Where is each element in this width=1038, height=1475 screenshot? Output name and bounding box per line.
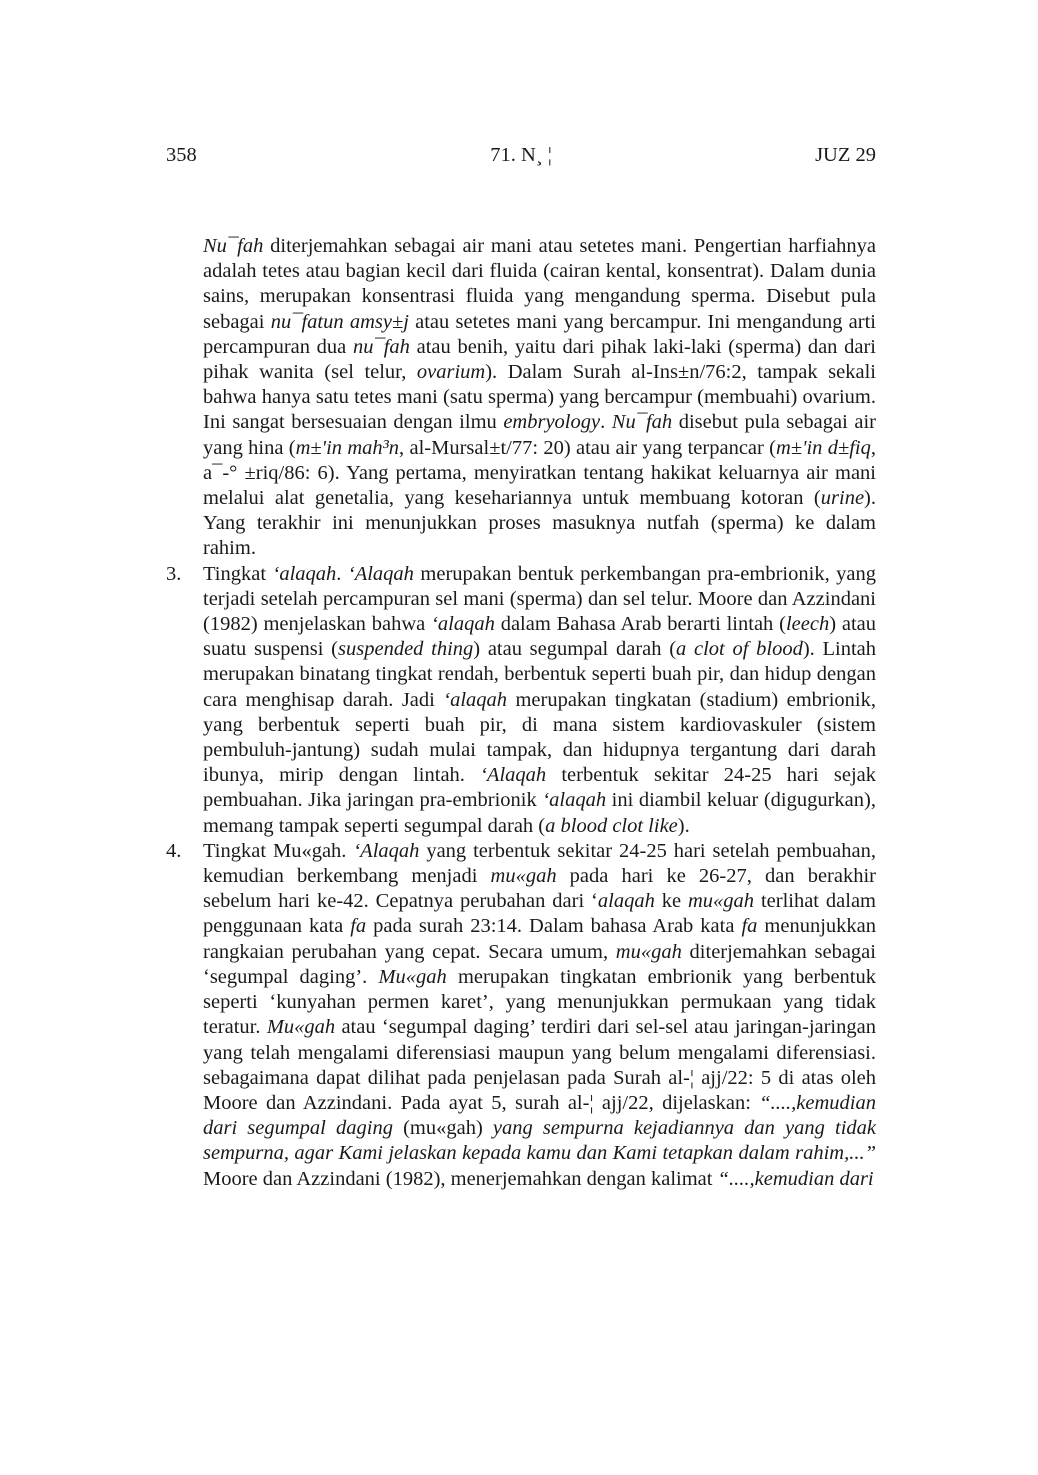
term: ‘Alaqah xyxy=(480,764,547,787)
quote: “....,kemudian dari segumpal daging xyxy=(203,1091,876,1140)
term: nu¯fah xyxy=(352,335,410,358)
running-header xyxy=(166,144,876,174)
quote: yang sempurna kejadiannya dan yang tidak sempurna, agar Kami jelaskan kepada kamu dan Kami tetapkan dalam rahim,...” xyxy=(203,1117,877,1165)
term: ovarium xyxy=(416,361,486,384)
text: , al-Mursal±t/77: 20) atau air yang terpancar ( xyxy=(399,436,777,459)
text: pada surah 23:14. Dalam bahasa Arab kata xyxy=(366,915,742,938)
term: Nu¯fah xyxy=(611,411,673,434)
term: Mu«gah xyxy=(378,965,447,988)
text: pada hari ke 26-27, dan berakhir sebelum hari ke-42. Cepatnya perubahan dari ‘ xyxy=(203,865,876,913)
text: yang terbentuk sekitar 24-25 hari setelah pembuahan, kemudian berkembang menjadi xyxy=(203,839,876,888)
term: urine xyxy=(820,487,865,510)
intro-paragraph xyxy=(166,234,876,562)
list-item-4 xyxy=(166,839,876,1192)
text: ). Lintah merupakan binatang tingkat rendah, berbentuk seperti buah pir, dan hidup dengan cara menghisap darah. Jadi xyxy=(203,638,877,711)
term: ‘alaqah xyxy=(443,688,508,711)
text: ). Dalam Surah al-Ins±n/76:2, tampak sekali bahwa hanya satu tetes mani (satu sperma) yang bercampur (membuahi) ovarium. Ini sangat bersesuaian dengan ilmu xyxy=(203,361,876,434)
text: dalam Bahasa Arab berarti lintah ( xyxy=(494,613,786,636)
text: ini diambil keluar (digugurkan), memang tampak seperti segumpal darah ( xyxy=(203,789,876,837)
term: embryology xyxy=(503,411,601,434)
text: Tingkat xyxy=(203,562,273,585)
text: ). xyxy=(677,814,690,837)
page-number: 358 xyxy=(166,144,197,166)
text: ). Yang terakhir ini menunjukkan proses masuknya nutfah (sperma) ke dalam rahim. xyxy=(203,487,876,560)
juz-label: JUZ 29 xyxy=(815,144,876,166)
term: mu«gah xyxy=(490,865,557,888)
text: ) atau suatu suspensi ( xyxy=(203,613,876,661)
list-item-body xyxy=(203,839,876,1192)
text: Moore dan Azzindani (1982), menerjemahkan dengan kalimat xyxy=(203,1167,718,1190)
surah-title: 71. N¸ ¦ xyxy=(490,144,552,166)
text: disebut pula sebagai air yang hina ( xyxy=(203,411,876,459)
term: nu¯fatun amsy±j xyxy=(270,310,409,333)
text: atau setetes mani yang bercampur. Ini mengandung arti percampuran dua xyxy=(203,310,876,358)
text: diterjemahkan sebagai air mani atau setetes mani. Pengertian harfiahnya adalah tetes atau bagian kecil dari fluida (cairan kental, konsentrat). Dalam dunia sains, merupakan konsentrasi fluida yang mengandung sperma. Disebut pula sebagai xyxy=(203,235,876,333)
term: ‘alaqah xyxy=(542,789,607,812)
term: Mu«gah xyxy=(266,1016,336,1039)
term: fa xyxy=(741,915,758,938)
text: diterjemahkan sebagai ‘segumpal daging’. xyxy=(203,940,876,988)
term: mu«gah xyxy=(687,890,755,913)
list-number: 4. xyxy=(166,839,182,862)
list-item-body xyxy=(203,562,876,839)
term: Nu¯fah xyxy=(203,235,264,257)
text: atau benih, yaitu dari pihak laki-laki (sperma) dan dari pihak wanita (sel telur, xyxy=(203,335,876,384)
text: ) atau segumpal darah ( xyxy=(473,638,677,661)
main-text xyxy=(166,234,876,1192)
text: . xyxy=(600,411,612,434)
term: suspended thing xyxy=(338,638,474,661)
text: menunjukkan rangkaian perubahan yang cepat. Secara umum, xyxy=(203,915,876,963)
term: fa xyxy=(350,915,367,938)
term: ‘Alaqah xyxy=(353,839,420,862)
text: Tingkat Mu«gah. xyxy=(203,839,354,862)
text: terlihat dalam penggunaan kata xyxy=(203,890,876,938)
text: merupakan bentuk perkembangan pra-embrionik, yang terjadi setelah percampuran sel mani (sperma) dan sel telur. Moore dan Azzindani (1982) menjelaskan bahwa xyxy=(203,562,877,636)
term: m±'in mah³n xyxy=(295,436,400,459)
term: leech xyxy=(785,613,830,636)
list-item-3 xyxy=(166,562,876,839)
quote: “....,kemudian dari xyxy=(717,1167,874,1190)
text: (mu«gah) xyxy=(392,1117,493,1140)
term: alaqah xyxy=(597,890,655,913)
term: m±'in d±fiq xyxy=(776,436,871,459)
list-number: 3. xyxy=(166,562,182,585)
text: terbentuk sekitar 24-25 hari sejak pembuahan. Jika jaringan pra-embrionik xyxy=(203,764,876,812)
term: a clot of blood xyxy=(676,638,803,661)
text: . xyxy=(336,562,348,585)
text: merupakan tingkatan embrionik yang berbentuk seperti ‘kunyahan permen karet’, yang menunjukkan permukaan yang tidak teratur. xyxy=(203,965,876,1039)
term: mu«gah xyxy=(615,940,682,963)
term: ‘alaqah xyxy=(272,562,337,585)
text: atau ‘segumpal daging’ terdiri dari sel-sel atau jaringan-jaringan yang telah mengalami diferensiasi maupun yang belum mengalami diferensiasi. sebagaimana dapat dilihat pada penjelasan pada Surah al-¦ ajj/22: 5 di atas oleh Moore dan Azzindani. Pada ayat 5, surah al-¦ ajj/22, dijelaskan: xyxy=(203,1016,876,1114)
term: ‘alaqah xyxy=(431,613,495,636)
term: ‘Alaqah xyxy=(347,562,414,585)
term: a blood clot like xyxy=(545,814,678,837)
text: ke xyxy=(654,890,688,913)
text: , a¯-° ±riq/86: 6). Yang pertama, menyiratkan tentang hakikat keluarnya air mani melalui alat genetalia, yang kesehariannya untuk membuang kotoran ( xyxy=(203,436,876,510)
text: merupakan tingkatan (stadium) embrionik, yang berbentuk seperti buah pir, di mana sistem kardiovaskuler (sistem pembuluh-jantung) sudah mulai tampak, dan hidupnya tergantung dari darah ibunya, mirip dengan lintah. xyxy=(203,688,876,787)
